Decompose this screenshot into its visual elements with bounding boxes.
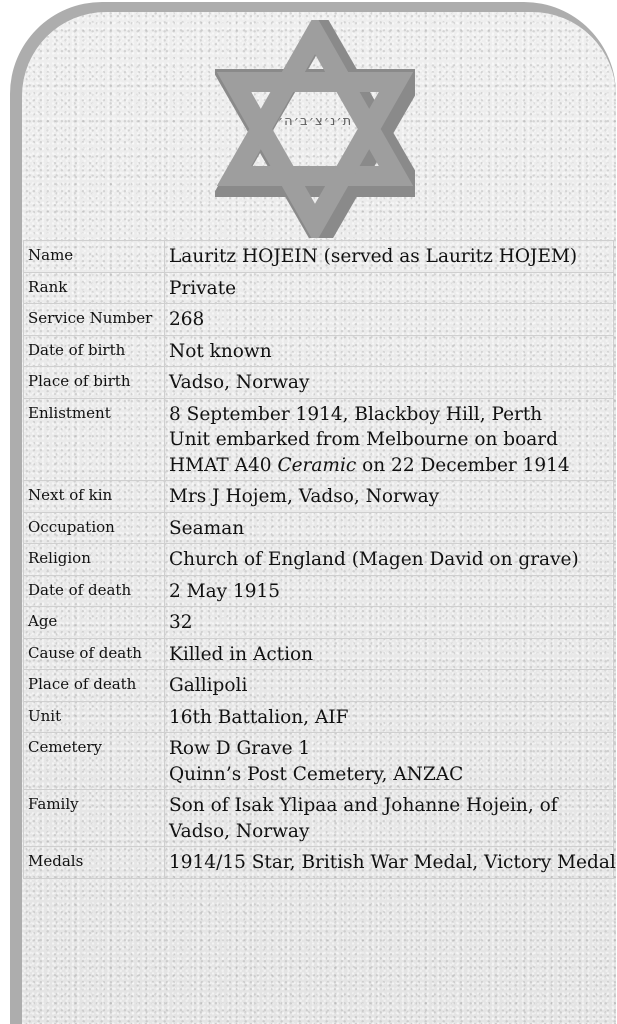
- field-value: [165, 481, 614, 513]
- field-value: [165, 638, 614, 670]
- field-value-line: Lauritz HOJEIN (served as Lauritz HOJEM): [169, 246, 578, 267]
- field-label: Religion: [24, 544, 165, 576]
- field-label: Place of death: [24, 670, 165, 702]
- table-row: [24, 575, 614, 607]
- field-label: Next of kin: [24, 481, 165, 513]
- table-row: [24, 241, 614, 273]
- field-value-line: Private: [169, 277, 237, 299]
- field-value-line: Unit embarked from Melbourne on board: [169, 429, 558, 450]
- field-value: [165, 670, 614, 702]
- table-row: [24, 367, 614, 399]
- field-value-line: Killed in Action: [169, 643, 314, 665]
- field-value-line: 8 September 1914, Blackboy Hill, Perth: [169, 403, 543, 425]
- field-label: Name: [24, 241, 165, 273]
- field-value-line: Son of Isak Ylipaa and Johanne Hojein, of: [169, 795, 558, 816]
- field-value: [165, 790, 614, 847]
- field-label: Cause of death: [24, 638, 165, 670]
- star-inscription: ת׳נ׳צ׳ב׳ה׳: [277, 114, 353, 129]
- field-value-line: 1914/15 Star, British War Medal, Victory Medal: [169, 852, 616, 873]
- field-label: Date of death: [24, 575, 165, 607]
- table-row: [24, 733, 614, 790]
- field-label: Medals: [24, 847, 165, 879]
- field-value: [165, 241, 614, 273]
- field-value-line: Vadso, Norway: [169, 820, 310, 842]
- field-value-line: Row D Grave 1: [169, 738, 311, 759]
- table-row: [24, 607, 614, 639]
- field-value: [165, 733, 614, 790]
- field-label: Cemetery: [24, 733, 165, 790]
- field-value-line: Vadso, Norway: [169, 372, 310, 393]
- field-value-line: Quinn’s Post Cemetery, ANZAC: [169, 763, 464, 785]
- table-row: [24, 398, 614, 481]
- field-label: Date of birth: [24, 335, 165, 367]
- table-row: [24, 638, 614, 670]
- field-label: Service Number: [24, 304, 165, 336]
- field-value: [165, 701, 614, 733]
- field-value-line: 268: [169, 309, 205, 330]
- table-row: [24, 670, 614, 702]
- field-value: [165, 607, 614, 639]
- table-row: [24, 544, 614, 576]
- field-value: [165, 304, 614, 336]
- ship-name: Ceramic: [277, 454, 357, 476]
- table-row: [24, 481, 614, 513]
- field-label: Rank: [24, 272, 165, 304]
- field-value-line: Church of England (Magen David on grave): [169, 549, 579, 570]
- field-value: [165, 398, 614, 481]
- field-value: [165, 575, 614, 607]
- field-value-line: 16th Battalion, AIF: [169, 706, 349, 728]
- field-value-line: 32: [169, 612, 193, 633]
- field-label: Unit: [24, 701, 165, 733]
- field-value: [165, 544, 614, 576]
- field-label: Family: [24, 790, 165, 847]
- field-value-line: Seaman: [169, 517, 245, 539]
- table-row: [24, 304, 614, 336]
- field-value-line: Mrs J Hojem, Vadso, Norway: [169, 486, 440, 507]
- field-value: [165, 847, 614, 879]
- field-value: [165, 335, 614, 367]
- table-row: [24, 512, 614, 544]
- table-row: [24, 335, 614, 367]
- table-row: [24, 847, 614, 879]
- table-row: [24, 272, 614, 304]
- field-value-line: 2 May 1915: [169, 580, 281, 602]
- table-row: [24, 701, 614, 733]
- field-label: Place of birth: [24, 367, 165, 399]
- field-value: [165, 367, 614, 399]
- field-label: Enlistment: [24, 398, 165, 481]
- field-value: [165, 272, 614, 304]
- field-label: Age: [24, 607, 165, 639]
- field-value-line: Gallipoli: [169, 675, 248, 696]
- table-row: [24, 790, 614, 847]
- field-value: [165, 512, 614, 544]
- service-record-table: [23, 240, 614, 879]
- star-of-david-icon: [215, 20, 415, 238]
- field-label: Occupation: [24, 512, 165, 544]
- field-value-line: HMAT A40 Ceramic on 22 December 1914: [169, 454, 570, 476]
- field-value-line: Not known: [169, 340, 272, 362]
